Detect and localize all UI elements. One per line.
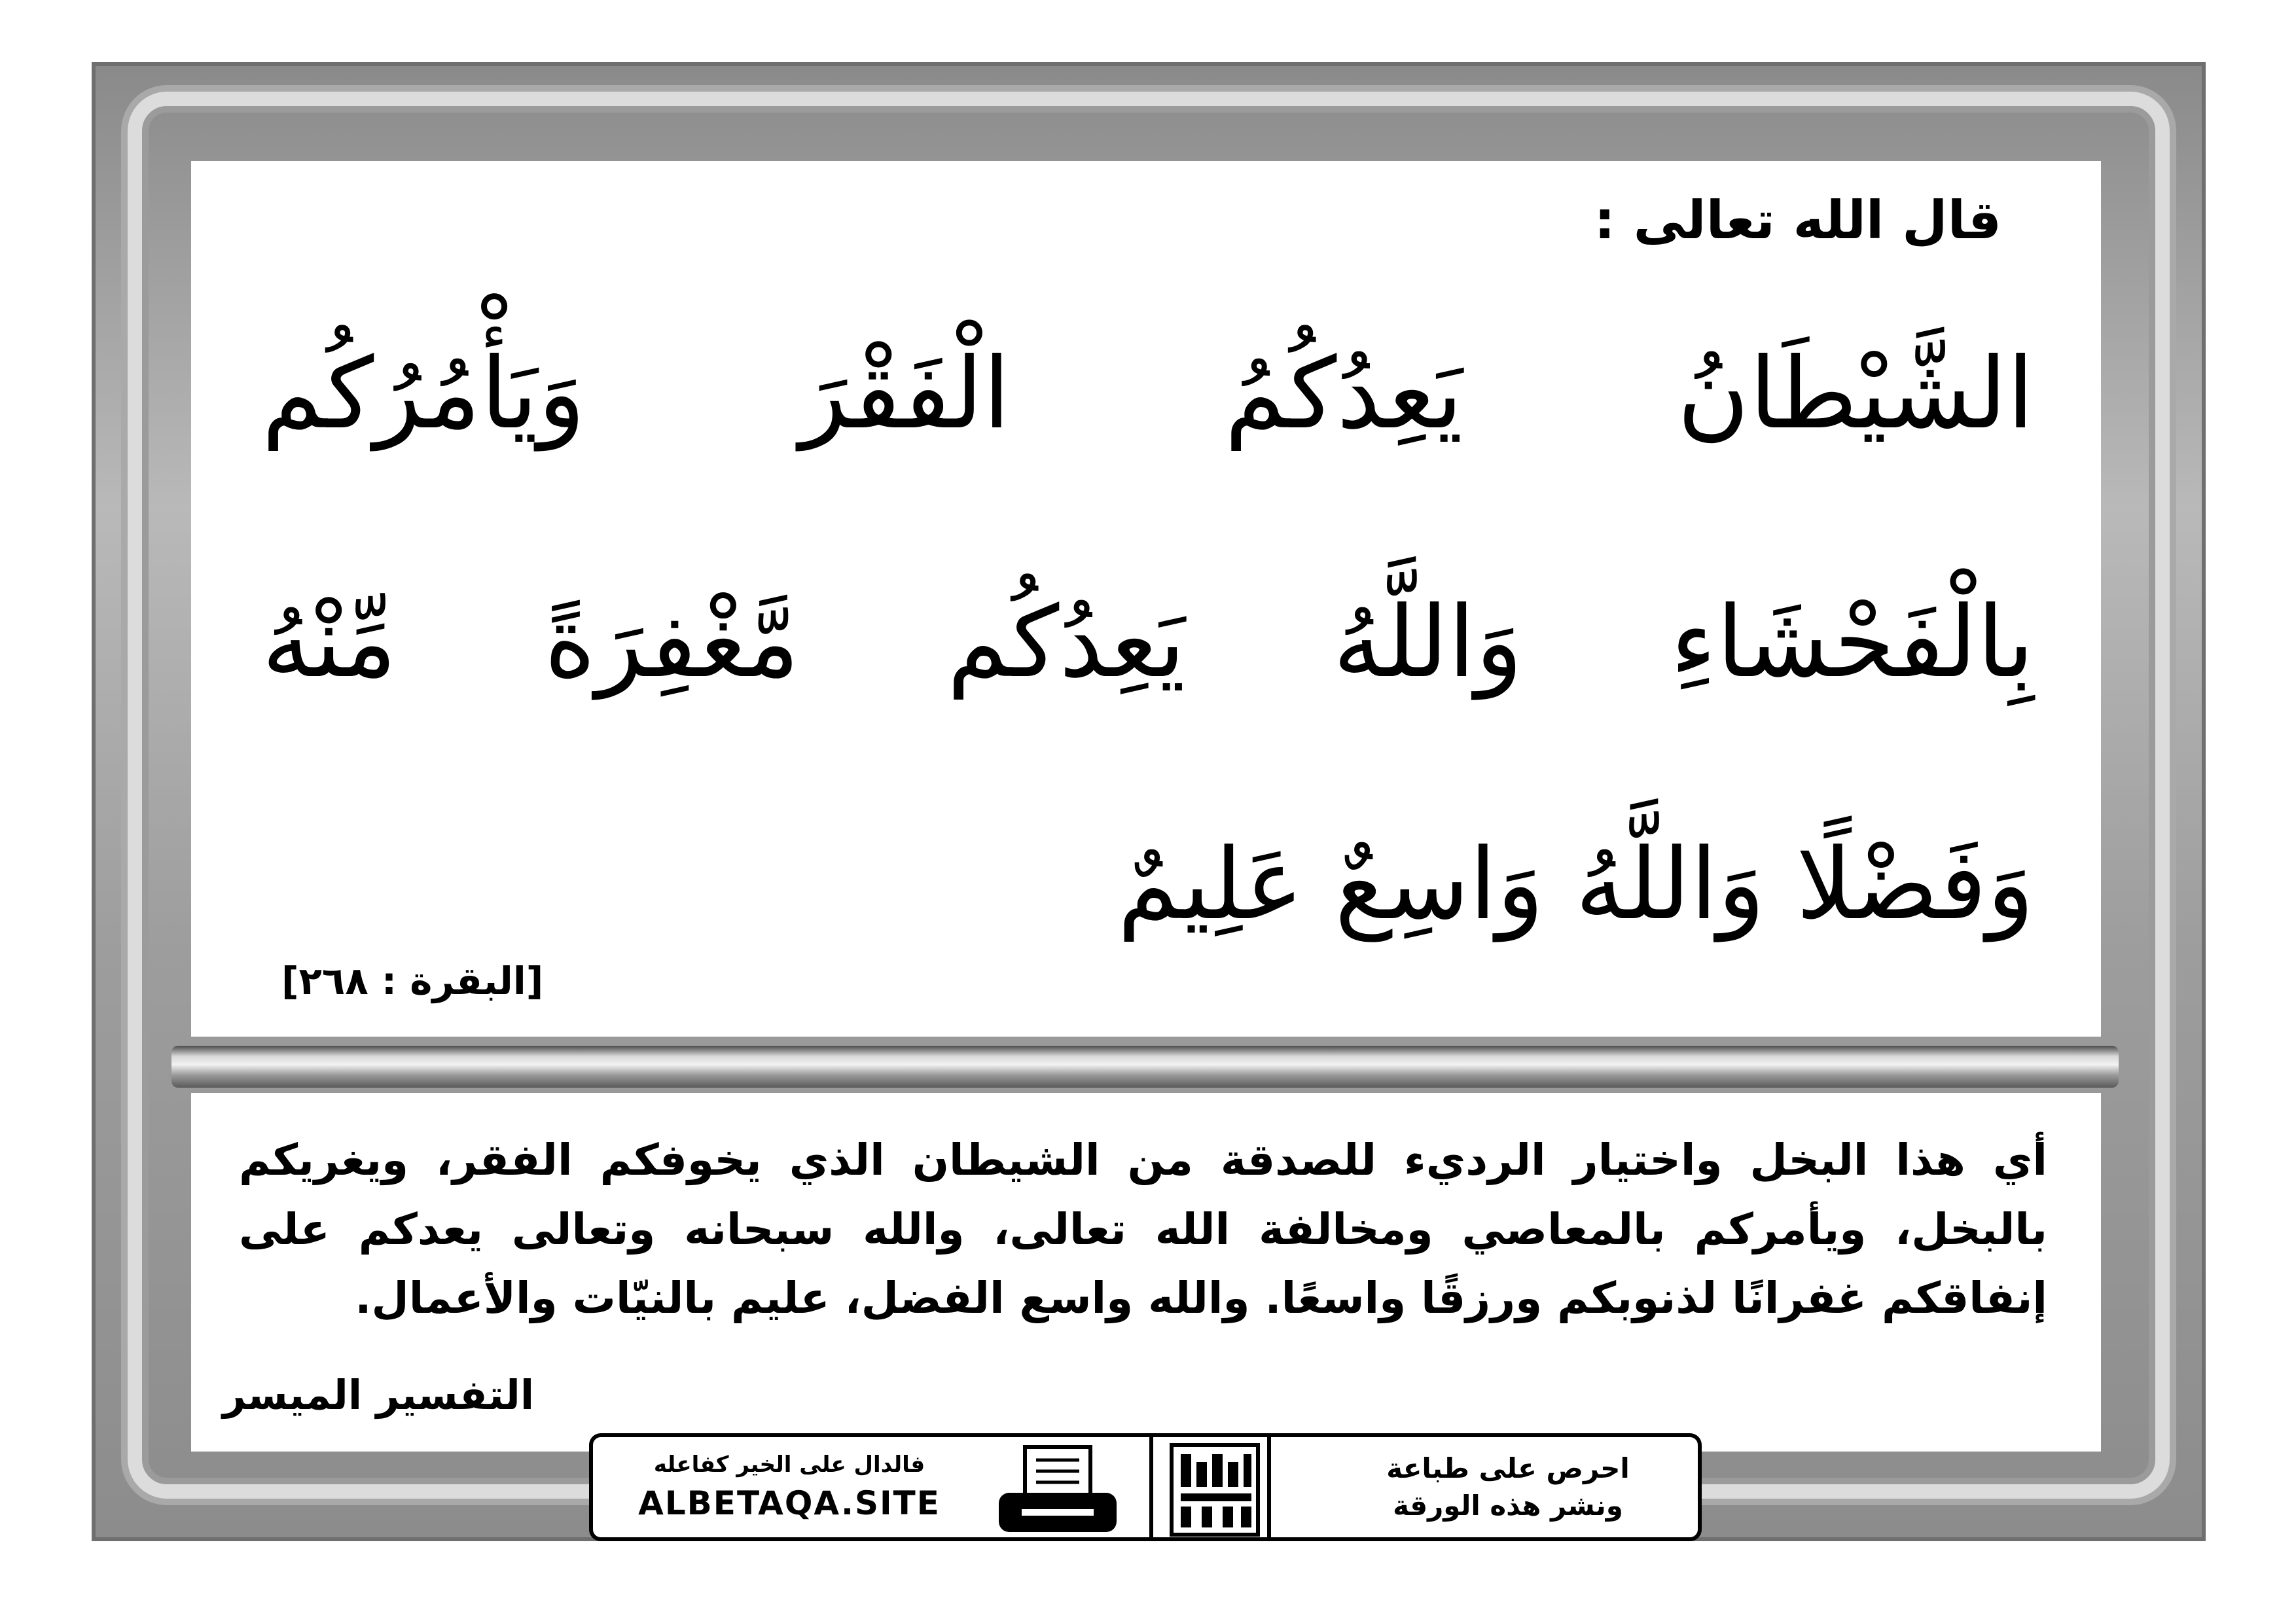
footer-call-to-action xyxy=(1344,1450,1672,1524)
verse-line-3: وَفَضْلًا وَاللَّهُ وَاسِعٌ عَلِيمٌ xyxy=(1117,828,2034,942)
page-title: قال الله تعالى : xyxy=(1594,190,2001,251)
footer-cta-line-2: ونشر هذه الورقة xyxy=(1393,1489,1623,1522)
footer-separator-2 xyxy=(1267,1437,1271,1537)
footer-separator xyxy=(1149,1437,1153,1537)
verse-reference: [البقرة : ٢٦٨] xyxy=(281,959,544,1003)
logo-icon xyxy=(1169,1442,1261,1537)
footer-box xyxy=(589,1433,1702,1541)
printer-icon xyxy=(996,1444,1120,1535)
footer-motto: فالدال على الخير كفاعله xyxy=(653,1452,925,1478)
tafsir-text: أي هذا البخل واختيار الرديء للصدقة من الشيطان الذي يخوفكم الفقر، ويغريكم بالبخل، ويأمركم بالمعاصي ومخالفة الله تعالى، والله سبحانه وتعالى يعدكم على إنفاقكم غفرانًا لذنوبكم ورزقًا واسعًا. والله واسع الفضل، عليم بالنيّات والأعمال. xyxy=(239,1135,2047,1324)
verse-line-1: الشَّيْطَانُ يَعِدُكُمُ الْفَقْرَ وَيَأْمُرُكُم xyxy=(262,337,2034,451)
footer-cta-line-1: احرص على طباعة xyxy=(1386,1452,1630,1484)
verse-line-2: بِالْفَحْشَاءِ وَاللَّهُ يَعِدُكُم مَّغْفِرَةً مِّنْهُ xyxy=(262,586,2034,700)
tafsir-source: التفسير الميسر xyxy=(223,1371,535,1419)
divider-bar xyxy=(171,1046,2119,1088)
footer-site[interactable]: ALBETAQA.SITE xyxy=(638,1484,941,1522)
